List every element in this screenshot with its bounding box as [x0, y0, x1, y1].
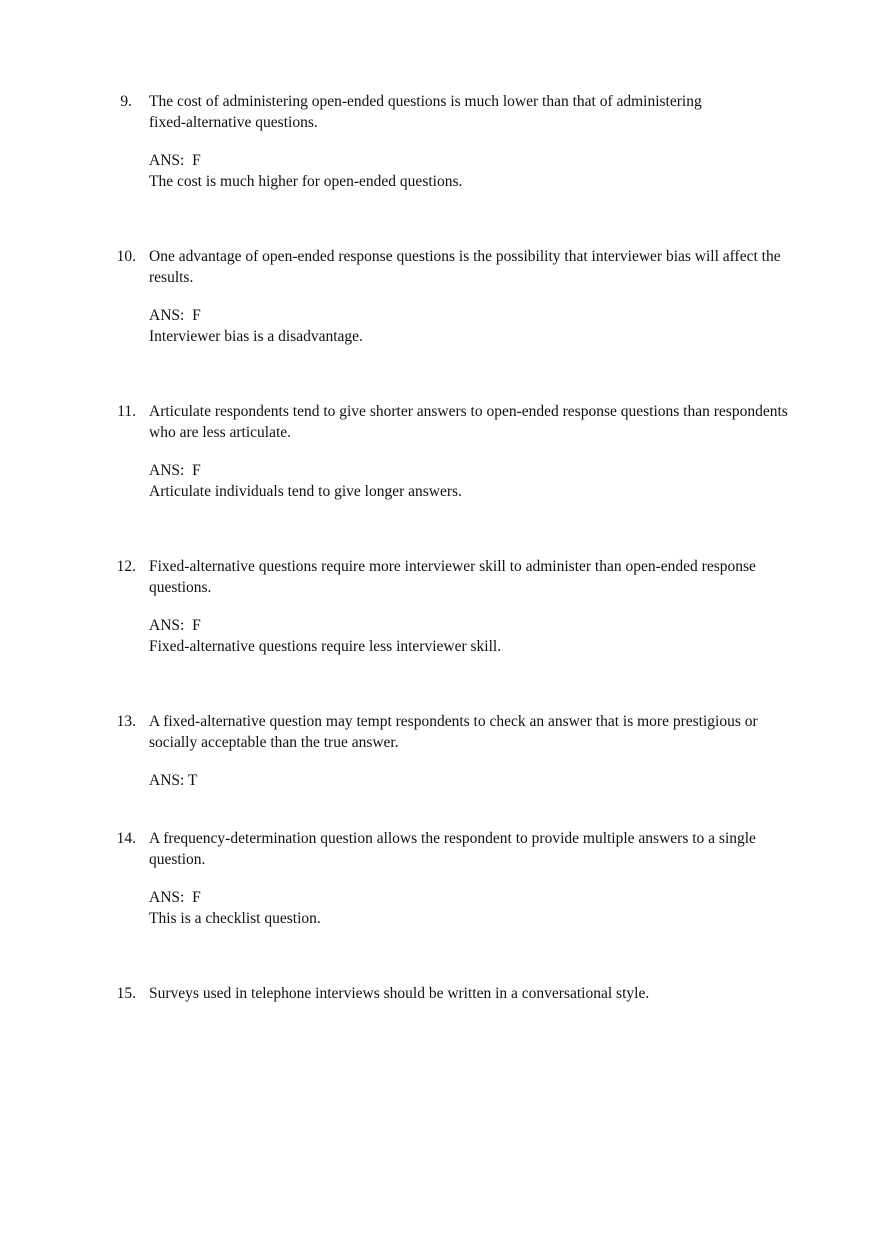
answer-block — [149, 615, 809, 657]
answer-block — [149, 887, 809, 929]
answer-explanation: Articulate individuals tend to give longer answers. — [149, 483, 462, 500]
question-number: 9. — [120, 93, 132, 110]
answer-block — [149, 150, 809, 192]
answer-explanation: Fixed-alternative questions require less interviewer skill. — [149, 638, 502, 655]
answer-key: ANS: F — [149, 462, 201, 479]
answer-block — [149, 770, 809, 791]
question-text: A frequency-determination question allows the respondent to provide multiple answers to a single question. — [149, 830, 756, 868]
answer-key: ANS: F — [149, 307, 201, 324]
question-number: 10. — [116, 248, 136, 265]
answer-key: ANS: F — [149, 152, 201, 169]
answer-key: ANS: F — [149, 889, 201, 906]
answer-block — [149, 305, 809, 347]
answer-block — [149, 460, 809, 502]
question-number: 11. — [117, 403, 136, 420]
question-text: A fixed-alternative question may tempt respondents to check an answer that is more prestigious or socially acceptable than the true answer. — [149, 713, 758, 751]
answer-explanation: The cost is much higher for open-ended questions. — [149, 173, 463, 190]
question-number: 15. — [116, 985, 136, 1002]
answer-explanation: Interviewer bias is a disadvantage. — [149, 328, 363, 345]
answer-key: ANS: F — [149, 617, 201, 634]
question-number: 14. — [116, 830, 136, 847]
question-number: 13. — [116, 713, 136, 730]
question-text: The cost of administering open-ended questions is much lower than that of administering fixed-alternative questions. — [149, 93, 702, 131]
answer-key: ANS: T — [149, 772, 198, 789]
question-text: One advantage of open-ended response questions is the possibility that interviewer bias will affect the results. — [149, 248, 781, 286]
question-text: Fixed-alternative questions require more interviewer skill to administer than open-ended response questions. — [149, 558, 756, 596]
question-text: Articulate respondents tend to give shorter answers to open-ended response questions than respondents who are less articulate. — [149, 403, 788, 441]
question-number: 12. — [116, 558, 136, 575]
answer-explanation: This is a checklist question. — [149, 910, 321, 927]
question-text: Surveys used in telephone interviews should be written in a conversational style. — [149, 985, 650, 1002]
